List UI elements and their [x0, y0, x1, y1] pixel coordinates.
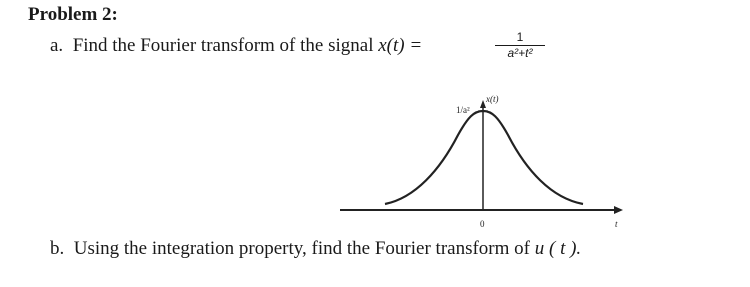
- signal-expression: x(t) =: [378, 35, 423, 56]
- part-b-label: b.: [50, 238, 65, 259]
- y-axis-label: x(t): [486, 94, 499, 104]
- part-a-text: Find the Fourier transform of the signal: [72, 35, 374, 56]
- peak-label: 1/a²: [456, 105, 470, 115]
- t-axis-arrow: [614, 206, 623, 214]
- origin-label: 0: [480, 219, 485, 229]
- signal-curve: [385, 111, 583, 204]
- fraction-denominator: a²+t²: [507, 46, 533, 61]
- part-b-text: Using the integration property, find the Fourier transform of: [73, 238, 530, 259]
- part-b-question: [50, 238, 581, 260]
- t-axis-label: t: [615, 219, 618, 229]
- problem-heading: Problem 2:: [28, 4, 118, 25]
- part-a-label: a.: [50, 35, 64, 56]
- fraction-numerator: 1: [516, 30, 524, 44]
- step-function-expression: u ( t ).: [534, 238, 582, 259]
